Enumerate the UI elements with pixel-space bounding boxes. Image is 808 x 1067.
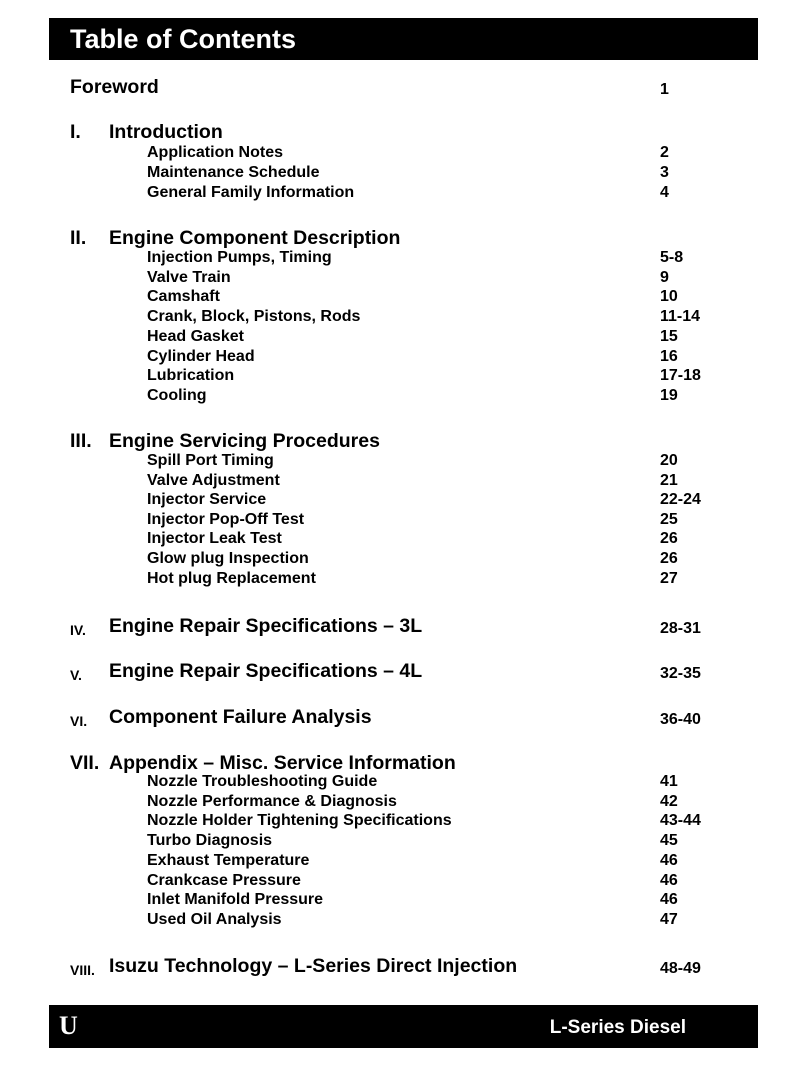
- entry-page: 47: [660, 910, 678, 928]
- section-number: II.: [70, 227, 87, 249]
- toc-entry[interactable]: [0, 529, 808, 548]
- entry-title: Exhaust Temperature: [147, 851, 310, 869]
- toc-section[interactable]: [0, 706, 808, 728]
- entry-title: Nozzle Holder Tightening Specifications: [147, 812, 452, 830]
- toc-section[interactable]: [0, 752, 808, 774]
- toc-entry[interactable]: [0, 451, 808, 470]
- entry-page: 22-24: [660, 491, 701, 509]
- toc-entry[interactable]: [0, 549, 808, 568]
- entry-page: 42: [660, 792, 678, 810]
- entry-page: 17-18: [660, 367, 701, 385]
- toc-entry[interactable]: [0, 163, 808, 182]
- entry-title: Glow plug Inspection: [147, 550, 309, 567]
- section-number: VII.: [70, 752, 100, 774]
- section-title: Engine Repair Specifications – 4L: [109, 660, 423, 682]
- toc-entry[interactable]: [0, 851, 808, 870]
- entry-title: Valve Adjustment: [147, 471, 280, 489]
- entry-title: Injector Service: [147, 491, 267, 509]
- section-page: 32-35: [660, 665, 701, 682]
- entry-page: 9: [660, 268, 669, 286]
- header-bar: [49, 18, 758, 60]
- foreword-title: Foreword: [70, 76, 159, 98]
- toc-section[interactable]: [0, 955, 808, 977]
- toc-entry[interactable]: [0, 268, 808, 287]
- toc-section[interactable]: [0, 227, 808, 249]
- entry-page: 16: [660, 347, 678, 365]
- entry-page: 27: [660, 569, 678, 587]
- entry-page: 4: [660, 183, 669, 201]
- entry-page: 21: [660, 471, 678, 489]
- entry-title: Cooling: [147, 386, 207, 404]
- section-number: I.: [70, 121, 81, 143]
- entry-title: Spill Port Timing: [147, 452, 274, 469]
- entry-title: Lubrication: [147, 367, 235, 385]
- entry-title: Used Oil Analysis: [147, 910, 282, 928]
- entry-title: Injector Leak Test: [147, 530, 282, 548]
- toc-entry[interactable]: [0, 366, 808, 385]
- entry-title: Turbo Diagnosis: [147, 832, 273, 850]
- section-title: Engine Servicing Procedures: [109, 430, 380, 452]
- entry-page: 45: [660, 832, 678, 850]
- entry-page: 20: [660, 452, 678, 469]
- footer-bar: [49, 1005, 758, 1048]
- entry-title: Application Notes: [147, 144, 284, 161]
- entry-title: Inlet Manifold Pressure: [147, 891, 324, 909]
- entry-title: Maintenance Schedule: [147, 163, 320, 181]
- entry-title: Head Gasket: [147, 327, 244, 345]
- entry-page: 11-14: [660, 308, 701, 326]
- section-number: III.: [70, 430, 92, 452]
- entry-title: Nozzle Troubleshooting Guide: [147, 773, 378, 790]
- toc-entry[interactable]: [0, 490, 808, 509]
- entry-page: 10: [660, 288, 678, 306]
- toc-section[interactable]: [0, 615, 808, 637]
- section-number: VI.: [70, 713, 88, 729]
- section-title: Introduction: [109, 121, 223, 143]
- toc-entry[interactable]: [0, 347, 808, 366]
- section-title: Engine Repair Specifications – 3L: [109, 615, 423, 637]
- entry-page: 41: [660, 773, 678, 790]
- foreword-page: 1: [660, 81, 669, 98]
- entry-title: Hot plug Replacement: [147, 569, 316, 587]
- entry-page: 46: [660, 871, 678, 889]
- entry-page: 25: [660, 510, 678, 528]
- toc-section[interactable]: [0, 660, 808, 682]
- entry-page: 3: [660, 163, 669, 181]
- entry-page: 15: [660, 327, 678, 345]
- toc-entry[interactable]: [0, 792, 808, 811]
- entry-page: 5-8: [660, 249, 684, 266]
- section-number: VIII.: [70, 962, 95, 978]
- section-number: IV.: [70, 622, 86, 638]
- entry-page: 46: [660, 891, 678, 909]
- toc-entry[interactable]: [0, 510, 808, 529]
- section-title: Isuzu Technology – L-Series Direct Injection: [109, 955, 518, 977]
- section-title: Engine Component Description: [109, 227, 401, 249]
- entry-title: General Family Information: [147, 183, 355, 201]
- entry-page: 19: [660, 386, 678, 404]
- entry-title: Camshaft: [147, 288, 220, 306]
- entry-page: 2: [660, 144, 669, 161]
- toc-entry[interactable]: [0, 307, 808, 326]
- entry-title: Nozzle Performance & Diagnosis: [147, 792, 397, 810]
- entry-title: Injector Pop-Off Test: [147, 510, 305, 528]
- toc-entry[interactable]: [0, 772, 808, 791]
- toc-entry[interactable]: [0, 811, 808, 830]
- toc-section[interactable]: [0, 430, 808, 452]
- toc-entry[interactable]: [0, 327, 808, 346]
- toc-entry[interactable]: [0, 890, 808, 909]
- entry-page: 43-44: [660, 812, 701, 830]
- toc-section[interactable]: [0, 121, 808, 143]
- section-page: 48-49: [660, 960, 701, 977]
- section-number: V.: [70, 667, 82, 683]
- toc-foreword[interactable]: [0, 76, 808, 98]
- toc-entry[interactable]: [0, 471, 808, 490]
- entry-title: Crank, Block, Pistons, Rods: [147, 308, 361, 326]
- toc-entry[interactable]: [0, 248, 808, 267]
- entry-page: 46: [660, 851, 678, 869]
- toc-entry[interactable]: [0, 143, 808, 162]
- toc-entry[interactable]: [0, 910, 808, 929]
- isuzu-logo-icon: U: [59, 1011, 78, 1040]
- section-page: 28-31: [660, 620, 701, 637]
- page-title: Table of Contents: [70, 24, 296, 54]
- toc-entry[interactable]: [0, 871, 808, 890]
- entry-page: 26: [660, 550, 678, 567]
- entry-title: Injection Pumps, Timing: [147, 249, 332, 266]
- section-page: 36-40: [660, 711, 701, 728]
- toc-entry[interactable]: [0, 287, 808, 306]
- section-title: Appendix – Misc. Service Information: [109, 752, 456, 774]
- entry-title: Valve Train: [147, 268, 231, 286]
- section-title: Component Failure Analysis: [109, 706, 372, 728]
- footer-text: L-Series Diesel: [549, 1017, 686, 1038]
- toc-entry[interactable]: [0, 386, 808, 405]
- entry-page: 26: [660, 530, 678, 548]
- toc-entry[interactable]: [0, 831, 808, 850]
- toc-entry[interactable]: [0, 569, 808, 588]
- entry-title: Crankcase Pressure: [147, 871, 301, 889]
- entry-title: Cylinder Head: [147, 347, 255, 365]
- toc-entry[interactable]: [0, 183, 808, 202]
